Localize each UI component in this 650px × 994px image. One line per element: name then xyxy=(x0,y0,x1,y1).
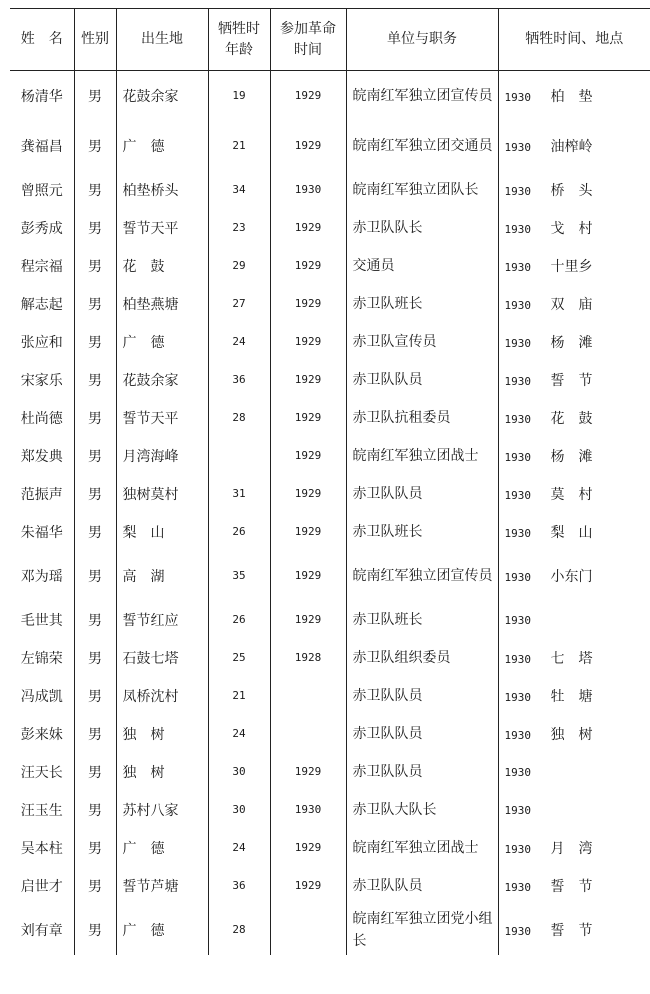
cell-joined: 1929 xyxy=(270,437,346,475)
table-row xyxy=(10,513,650,551)
martyrs-table xyxy=(10,8,650,955)
cell-unit: 赤卫队抗租委员 xyxy=(346,399,498,437)
death-place: 柏 垫 xyxy=(550,88,593,105)
cell-death xyxy=(498,829,650,867)
death-year: 1930 xyxy=(504,924,531,938)
cell-age: 23 xyxy=(208,209,270,247)
cell-age: 21 xyxy=(208,121,270,171)
cell-unit: 赤卫队队员 xyxy=(346,715,498,753)
cell-age: 24 xyxy=(208,829,270,867)
cell-joined: 1929 xyxy=(270,121,346,171)
cell-unit: 赤卫队队长 xyxy=(346,209,498,247)
cell-unit: 交通员 xyxy=(346,247,498,285)
death-year: 1930 xyxy=(504,374,531,388)
table-row xyxy=(10,905,650,955)
cell-age: 30 xyxy=(208,791,270,829)
cell-birthplace: 广 德 xyxy=(116,829,208,867)
death-year: 1930 xyxy=(504,690,531,704)
table-body xyxy=(10,71,650,955)
cell-unit: 皖南红军独立团战士 xyxy=(346,437,498,475)
death-year: 1930 xyxy=(504,570,531,584)
header-sex: 性别 xyxy=(74,9,116,71)
death-place: 双 庙 xyxy=(550,296,593,313)
cell-joined: 1929 xyxy=(270,829,346,867)
cell-death xyxy=(498,601,650,639)
cell-joined: 1930 xyxy=(270,171,346,209)
cell-death xyxy=(498,791,650,829)
cell-unit: 赤卫队队员 xyxy=(346,475,498,513)
cell-birthplace: 花鼓余家 xyxy=(116,71,208,121)
death-year: 1930 xyxy=(504,728,531,742)
cell-unit: 皖南红军独立团交通员 xyxy=(346,121,498,171)
cell-name: 杨清华 xyxy=(20,88,63,105)
cell-unit: 赤卫队队员 xyxy=(346,867,498,905)
cell-age: 31 xyxy=(208,475,270,513)
cell-birthplace: 苏村八家 xyxy=(116,791,208,829)
cell-age: 19 xyxy=(208,71,270,121)
death-place: 莫 村 xyxy=(550,486,593,503)
cell-name: 刘有章 xyxy=(20,922,63,939)
cell-joined xyxy=(270,677,346,715)
cell-unit: 赤卫队宣传员 xyxy=(346,323,498,361)
cell-name: 彭秀成 xyxy=(20,220,63,237)
death-place: 小东门 xyxy=(550,568,593,585)
cell-death xyxy=(498,323,650,361)
cell-sex: 男 xyxy=(74,513,116,551)
cell-joined: 1929 xyxy=(270,867,346,905)
cell-death xyxy=(498,867,650,905)
death-place: 誓 节 xyxy=(550,372,593,389)
table-row xyxy=(10,677,650,715)
death-year: 1930 xyxy=(504,184,531,198)
cell-name: 解志起 xyxy=(20,296,63,313)
cell-name: 张应和 xyxy=(20,334,63,351)
death-year: 1930 xyxy=(504,803,531,817)
cell-joined: 1929 xyxy=(270,285,346,323)
death-year: 1930 xyxy=(504,842,531,856)
death-year: 1930 xyxy=(504,765,531,779)
cell-death xyxy=(498,361,650,399)
cell-unit: 赤卫队组织委员 xyxy=(346,639,498,677)
table-row xyxy=(10,71,650,121)
death-place: 誓 节 xyxy=(550,922,593,939)
death-place: 七 塔 xyxy=(550,650,593,667)
cell-sex: 男 xyxy=(74,361,116,399)
cell-birthplace: 柏垫桥头 xyxy=(116,171,208,209)
cell-death xyxy=(498,437,650,475)
cell-joined: 1929 xyxy=(270,753,346,791)
cell-sex: 男 xyxy=(74,639,116,677)
cell-birthplace: 花 鼓 xyxy=(116,247,208,285)
cell-death xyxy=(498,905,650,955)
table-row xyxy=(10,323,650,361)
death-year: 1930 xyxy=(504,526,531,540)
cell-sex: 男 xyxy=(74,905,116,955)
cell-unit: 赤卫队队员 xyxy=(346,677,498,715)
header-death: 牺牲时间、地点 xyxy=(498,9,650,71)
cell-birthplace: 凤桥沈村 xyxy=(116,677,208,715)
cell-death xyxy=(498,753,650,791)
death-place: 十里乡 xyxy=(550,258,593,275)
death-year: 1930 xyxy=(504,412,531,426)
cell-joined xyxy=(270,905,346,955)
cell-name: 毛世其 xyxy=(20,612,63,629)
cell-sex: 男 xyxy=(74,121,116,171)
death-year: 1930 xyxy=(504,222,531,236)
cell-death xyxy=(498,513,650,551)
cell-unit: 皖南红军独立团宣传员 xyxy=(346,551,498,601)
cell-sex: 男 xyxy=(74,715,116,753)
cell-age: 35 xyxy=(208,551,270,601)
cell-unit: 赤卫队班长 xyxy=(346,513,498,551)
death-year: 1930 xyxy=(504,140,531,154)
table-row xyxy=(10,209,650,247)
header-name: 姓 名 xyxy=(10,9,74,71)
cell-unit: 皖南红军独立团党小组长 xyxy=(346,905,498,955)
death-place: 杨 滩 xyxy=(550,334,593,351)
cell-name: 启世才 xyxy=(20,878,63,895)
table-row xyxy=(10,601,650,639)
cell-unit: 皖南红军独立团队长 xyxy=(346,171,498,209)
cell-death xyxy=(498,71,650,121)
death-place: 月 湾 xyxy=(550,840,593,857)
cell-sex: 男 xyxy=(74,399,116,437)
cell-age: 36 xyxy=(208,361,270,399)
cell-age xyxy=(208,437,270,475)
table-row xyxy=(10,753,650,791)
cell-name: 彭来妹 xyxy=(20,726,63,743)
cell-death xyxy=(498,121,650,171)
table-row xyxy=(10,121,650,171)
cell-name: 朱福华 xyxy=(20,524,63,541)
cell-death xyxy=(498,247,650,285)
cell-name: 邓为瑶 xyxy=(20,568,63,585)
death-place: 梨 山 xyxy=(550,524,593,541)
cell-sex: 男 xyxy=(74,437,116,475)
cell-death xyxy=(498,715,650,753)
table-row xyxy=(10,551,650,601)
cell-birthplace: 独树莫村 xyxy=(116,475,208,513)
cell-age: 36 xyxy=(208,867,270,905)
cell-unit: 赤卫队队员 xyxy=(346,753,498,791)
death-place: 油榨岭 xyxy=(550,138,593,155)
cell-joined xyxy=(270,715,346,753)
cell-sex: 男 xyxy=(74,171,116,209)
death-place: 杨 滩 xyxy=(550,448,593,465)
death-place: 牡 塘 xyxy=(550,688,593,705)
cell-sex: 男 xyxy=(74,285,116,323)
cell-birthplace: 誓节红应 xyxy=(116,601,208,639)
cell-birthplace: 石鼓七塔 xyxy=(116,639,208,677)
cell-name: 龚福昌 xyxy=(20,138,63,155)
cell-death xyxy=(498,639,650,677)
cell-age: 30 xyxy=(208,753,270,791)
table-row xyxy=(10,867,650,905)
cell-birthplace: 独 树 xyxy=(116,715,208,753)
cell-birthplace: 广 德 xyxy=(116,121,208,171)
table-row xyxy=(10,475,650,513)
cell-sex: 男 xyxy=(74,601,116,639)
cell-age: 24 xyxy=(208,323,270,361)
cell-name: 吴本柱 xyxy=(20,840,63,857)
table-row xyxy=(10,715,650,753)
cell-birthplace: 梨 山 xyxy=(116,513,208,551)
cell-birthplace: 广 德 xyxy=(116,323,208,361)
cell-unit: 皖南红军独立团战士 xyxy=(346,829,498,867)
cell-name: 冯成凯 xyxy=(20,688,63,705)
cell-sex: 男 xyxy=(74,551,116,601)
cell-birthplace: 高 湖 xyxy=(116,551,208,601)
cell-death xyxy=(498,551,650,601)
table-row xyxy=(10,829,650,867)
death-place: 独 树 xyxy=(550,726,593,743)
header-unit: 单位与职务 xyxy=(346,9,498,71)
cell-death xyxy=(498,171,650,209)
cell-age: 26 xyxy=(208,601,270,639)
cell-birthplace: 花鼓余家 xyxy=(116,361,208,399)
cell-sex: 男 xyxy=(74,71,116,121)
table-row xyxy=(10,639,650,677)
table-header-row xyxy=(10,9,650,71)
death-year: 1930 xyxy=(504,336,531,350)
cell-joined: 1929 xyxy=(270,513,346,551)
cell-age: 29 xyxy=(208,247,270,285)
death-place: 桥 头 xyxy=(550,182,593,199)
cell-sex: 男 xyxy=(74,753,116,791)
death-place: 戈 村 xyxy=(550,220,593,237)
cell-age: 25 xyxy=(208,639,270,677)
cell-joined: 1929 xyxy=(270,601,346,639)
death-place: 花 鼓 xyxy=(550,410,593,427)
cell-joined: 1929 xyxy=(270,551,346,601)
cell-death xyxy=(498,285,650,323)
death-year: 1930 xyxy=(504,450,531,464)
cell-unit: 皖南红军独立团宣传员 xyxy=(346,71,498,121)
cell-death xyxy=(498,399,650,437)
header-birthplace: 出生地 xyxy=(116,9,208,71)
table-row xyxy=(10,247,650,285)
cell-sex: 男 xyxy=(74,475,116,513)
cell-joined: 1929 xyxy=(270,399,346,437)
cell-name: 宋家乐 xyxy=(20,372,63,389)
cell-name: 汪天长 xyxy=(20,764,63,781)
cell-name: 曾照元 xyxy=(20,182,63,199)
table-row xyxy=(10,171,650,209)
death-year: 1930 xyxy=(504,652,531,666)
cell-joined: 1929 xyxy=(270,323,346,361)
death-place: 誓 节 xyxy=(550,878,593,895)
table-row xyxy=(10,399,650,437)
cell-birthplace: 誓节天平 xyxy=(116,209,208,247)
cell-joined: 1929 xyxy=(270,71,346,121)
cell-birthplace: 柏垫燕塘 xyxy=(116,285,208,323)
cell-age: 27 xyxy=(208,285,270,323)
cell-birthplace: 月湾海峰 xyxy=(116,437,208,475)
cell-age: 28 xyxy=(208,905,270,955)
cell-sex: 男 xyxy=(74,867,116,905)
cell-name: 程宗福 xyxy=(20,258,63,275)
table-row xyxy=(10,437,650,475)
cell-birthplace: 广 德 xyxy=(116,905,208,955)
cell-age: 24 xyxy=(208,715,270,753)
cell-name: 左锦荣 xyxy=(20,650,63,667)
cell-death xyxy=(498,677,650,715)
cell-sex: 男 xyxy=(74,247,116,285)
cell-age: 26 xyxy=(208,513,270,551)
cell-joined: 1928 xyxy=(270,639,346,677)
cell-birthplace: 誓节天平 xyxy=(116,399,208,437)
cell-sex: 男 xyxy=(74,791,116,829)
death-year: 1930 xyxy=(504,880,531,894)
cell-sex: 男 xyxy=(74,829,116,867)
death-year: 1930 xyxy=(504,613,531,627)
cell-unit: 赤卫队班长 xyxy=(346,601,498,639)
cell-name: 范振声 xyxy=(20,486,63,503)
cell-age: 28 xyxy=(208,399,270,437)
death-year: 1930 xyxy=(504,298,531,312)
cell-unit: 赤卫队队员 xyxy=(346,361,498,399)
header-age: 牺牲时 年龄 xyxy=(208,9,270,71)
death-year: 1930 xyxy=(504,90,531,104)
cell-unit: 赤卫队班长 xyxy=(346,285,498,323)
cell-age: 21 xyxy=(208,677,270,715)
cell-joined: 1929 xyxy=(270,361,346,399)
cell-birthplace: 独 树 xyxy=(116,753,208,791)
cell-death xyxy=(498,209,650,247)
cell-sex: 男 xyxy=(74,677,116,715)
death-year: 1930 xyxy=(504,260,531,274)
cell-death xyxy=(498,475,650,513)
cell-joined: 1929 xyxy=(270,475,346,513)
cell-joined: 1929 xyxy=(270,247,346,285)
cell-name: 汪玉生 xyxy=(20,802,63,819)
cell-name: 杜尚德 xyxy=(20,410,63,427)
header-joined: 参加革命 时间 xyxy=(270,9,346,71)
cell-sex: 男 xyxy=(74,209,116,247)
cell-name: 郑发典 xyxy=(20,448,63,465)
cell-unit: 赤卫队大队长 xyxy=(346,791,498,829)
cell-sex: 男 xyxy=(74,323,116,361)
table-row xyxy=(10,361,650,399)
cell-birthplace: 誓节芦塘 xyxy=(116,867,208,905)
cell-age: 34 xyxy=(208,171,270,209)
table-row xyxy=(10,791,650,829)
table-row xyxy=(10,285,650,323)
cell-joined: 1930 xyxy=(270,791,346,829)
cell-joined: 1929 xyxy=(270,209,346,247)
death-year: 1930 xyxy=(504,488,531,502)
